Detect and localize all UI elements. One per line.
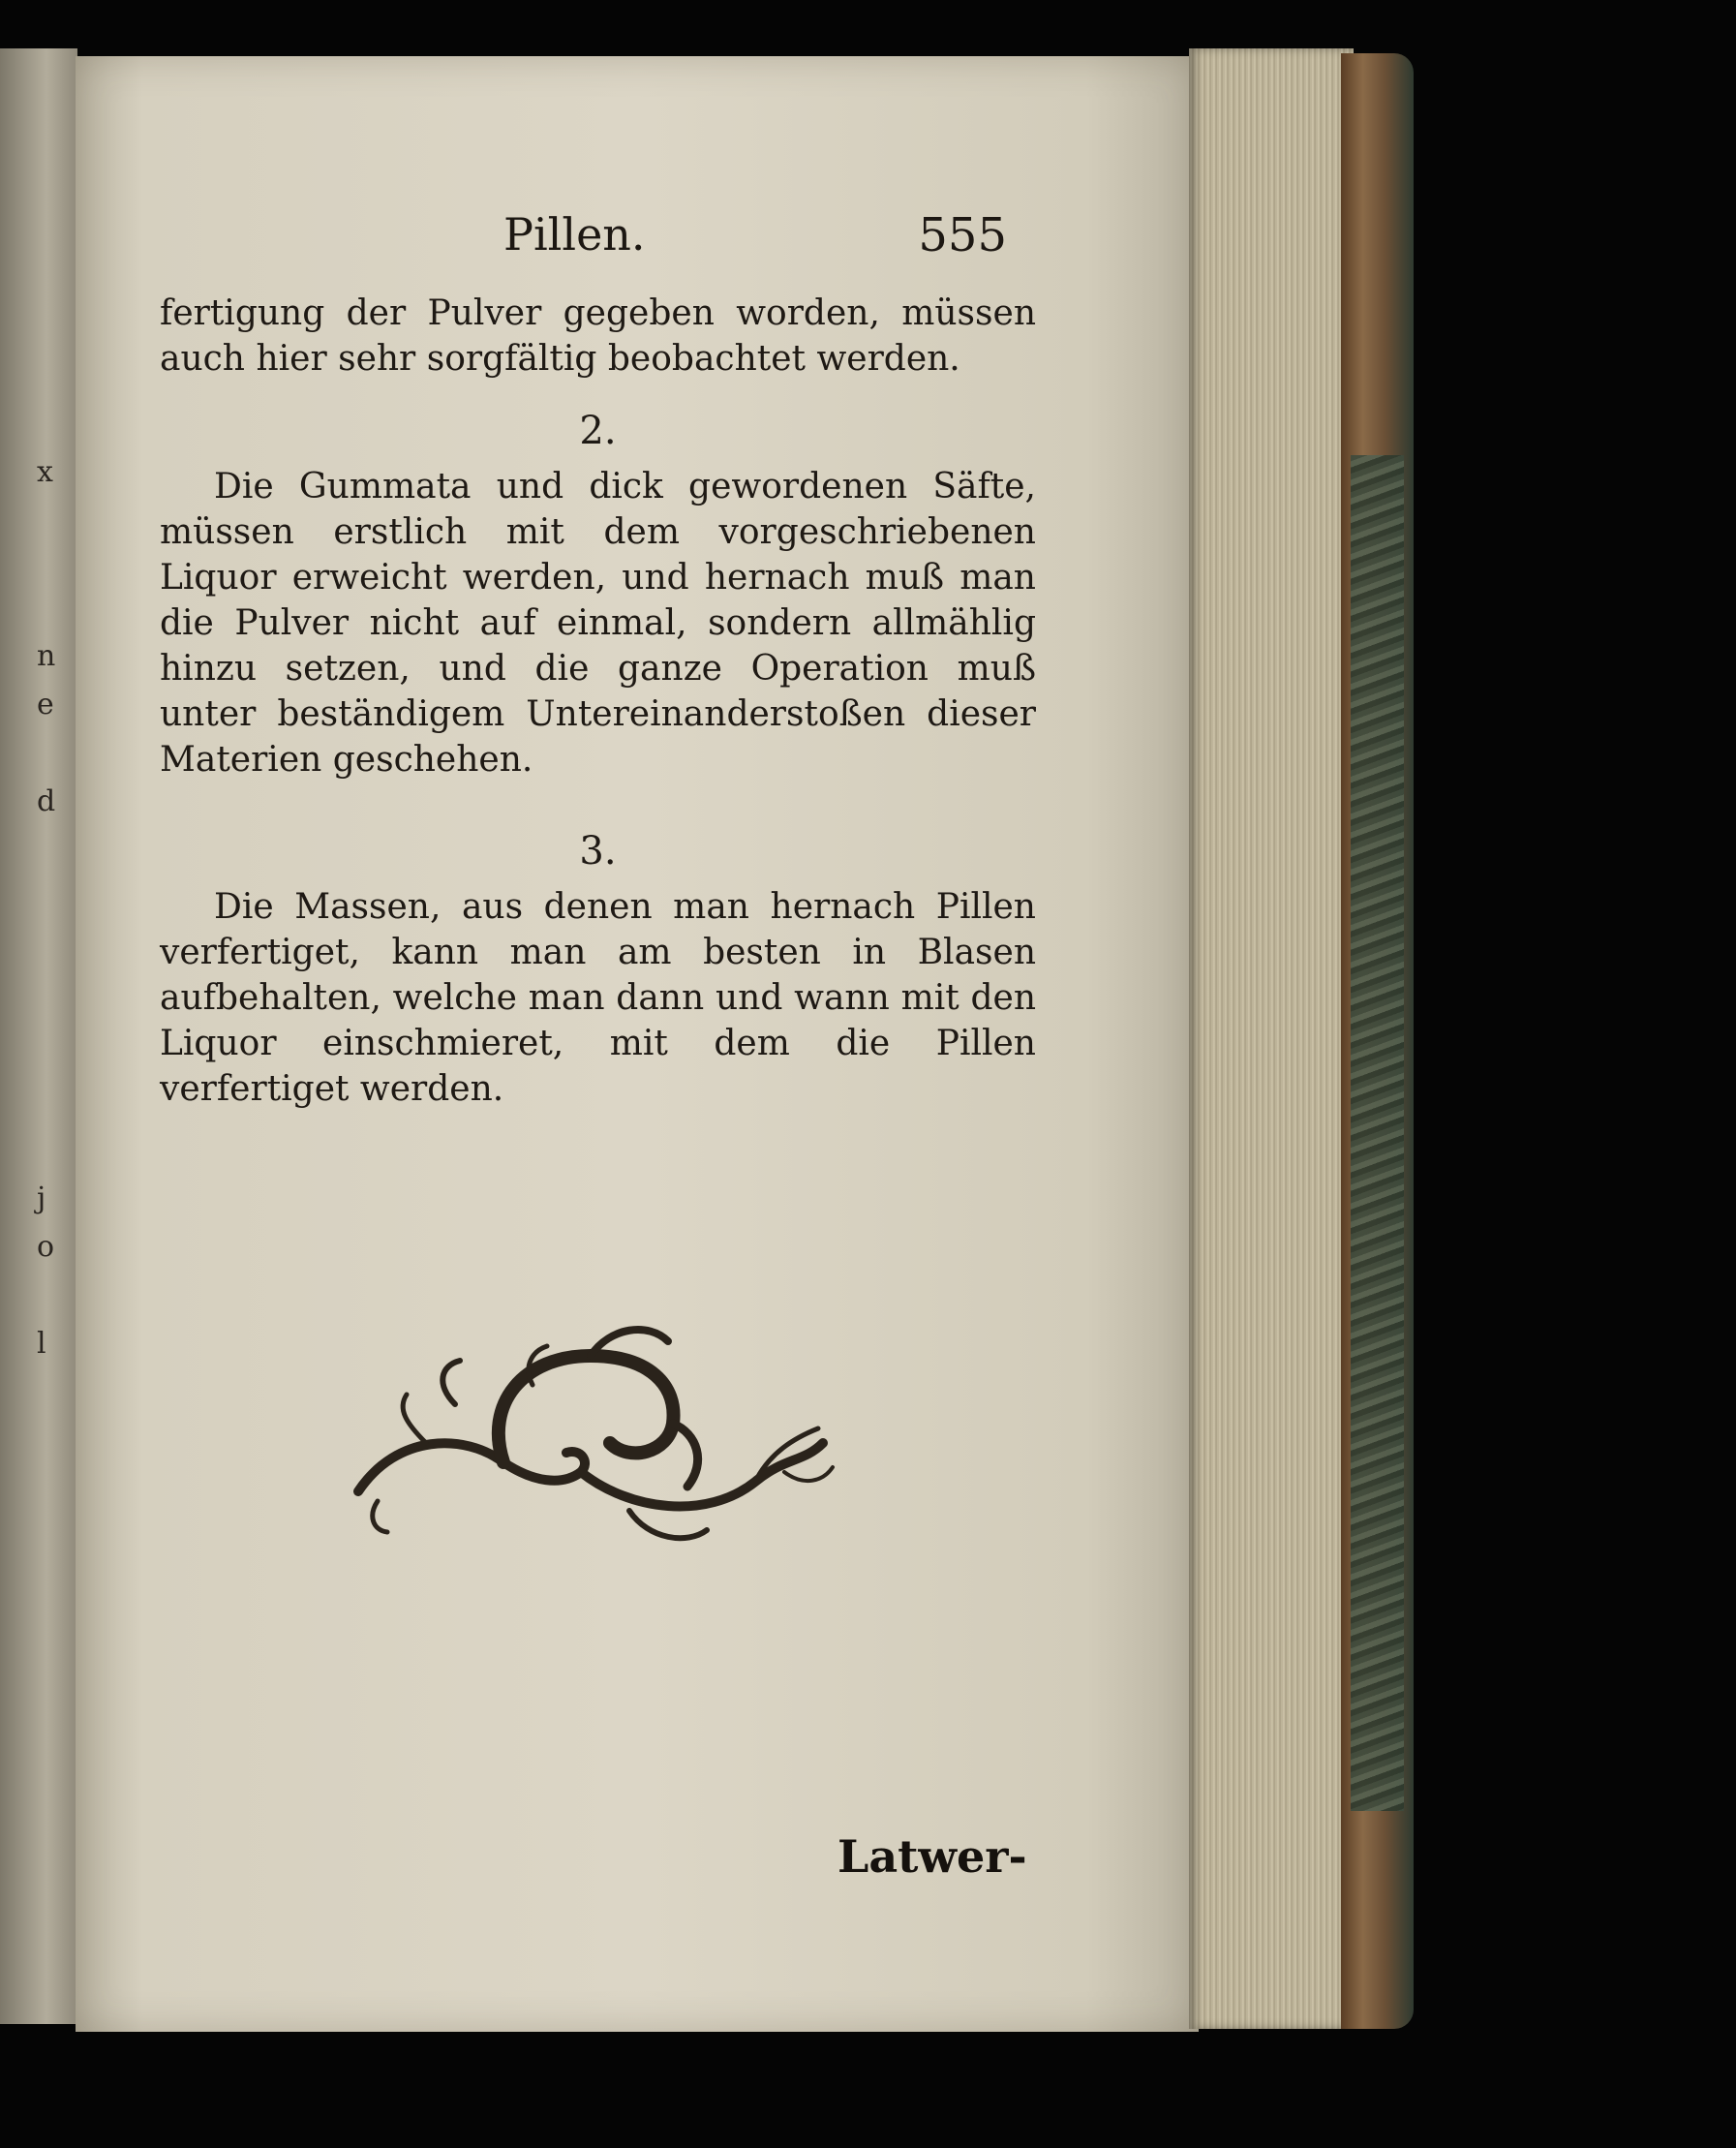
page-number: 555	[918, 208, 1007, 262]
left-fragment: x	[37, 455, 53, 489]
page-edges	[1189, 48, 1354, 2029]
section-paragraph: Die Gummata und dick gewordenen Säfte, müssen erstlich mit dem vorgeschriebenen Liquor erweicht werden, und hernach muß man die Pulver nicht auf einmal, sondern allmählig hinzu setzen, und die ganze Operation muß unter beständigem Untereinanderstoßen dieser Materien geschehen.	[160, 467, 1036, 780]
left-fragment: o	[37, 1230, 55, 1264]
cover-marbling	[1351, 455, 1404, 1811]
section-number: 2.	[579, 409, 617, 453]
running-head: Pillen.	[503, 208, 646, 261]
section-paragraph: Die Massen, aus denen man hernach Pillen verfertiget, kann man am besten in Blasen aufbehalten, welche man dann und wann mit den Liquor einschmieret, mit dem die Pillen verfertiget werden.	[160, 887, 1036, 1109]
left-fragment: l	[37, 1327, 46, 1361]
page-header	[503, 208, 1007, 266]
left-fragment: d	[37, 784, 56, 818]
left-fragment: j	[37, 1181, 46, 1215]
left-page-text-fragments	[0, 48, 77, 2024]
body-text	[160, 291, 1036, 1112]
section-number: 3.	[579, 829, 617, 874]
left-fragment: n	[37, 639, 56, 673]
left-page-edge	[0, 48, 77, 2024]
catchword: Latwer-	[838, 1830, 1027, 1883]
intro-paragraph: fertigung der Pulver gegeben worden, müssen auch hier sehr sorgfältig beobachtet werden.	[160, 293, 1036, 379]
left-fragment: e	[37, 688, 54, 721]
ornament-flourish-icon	[339, 1317, 842, 1550]
